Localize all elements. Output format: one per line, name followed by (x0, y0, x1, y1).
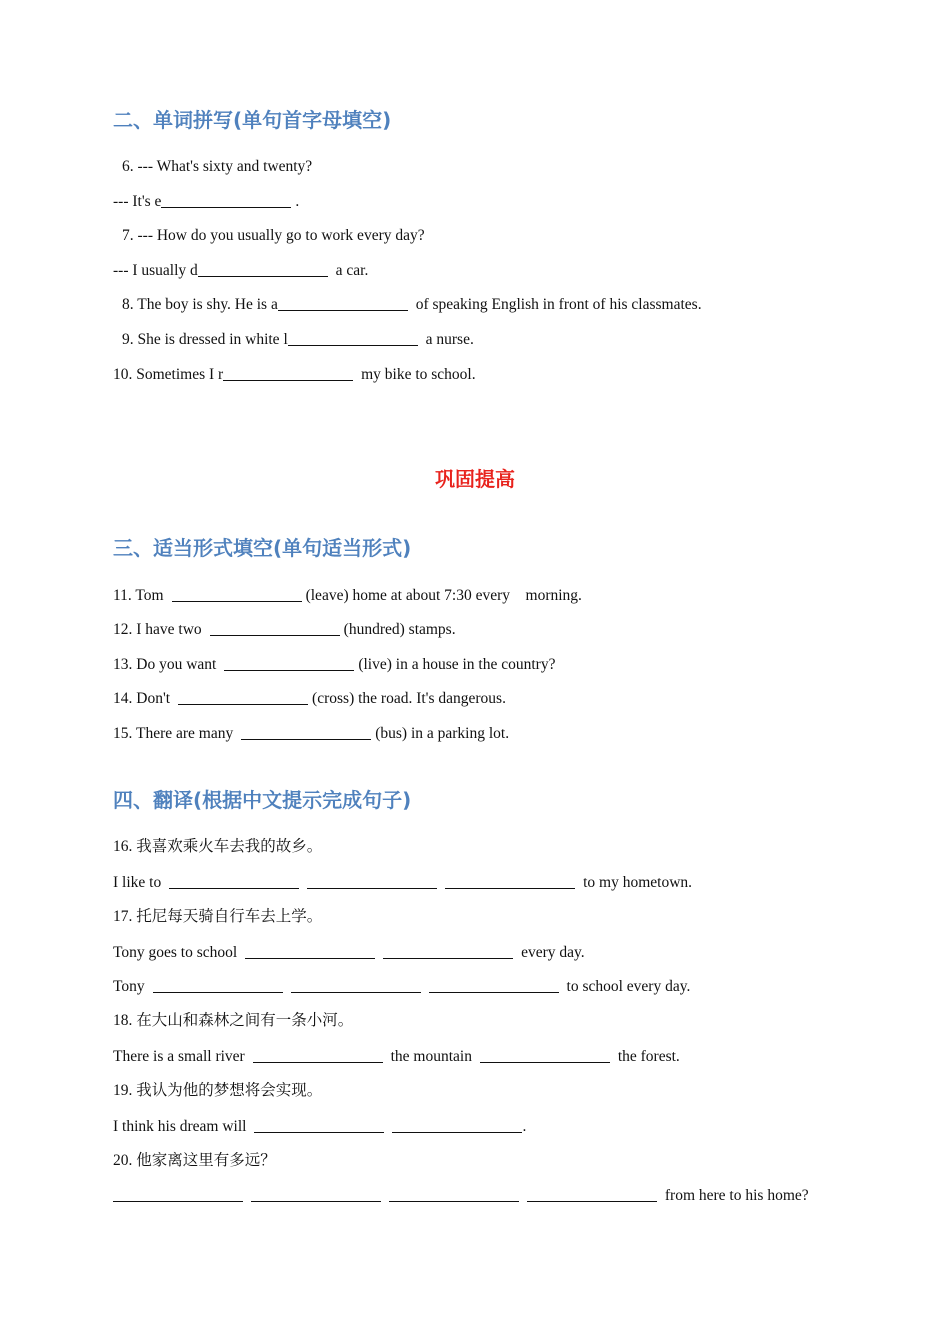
question-text: 12. I have two (113, 621, 202, 638)
question-text: (cross) the road. It's dangerous. (312, 690, 506, 707)
answer-blank[interactable] (278, 309, 408, 311)
question-17-chinese: 17. 托尼每天骑自行车去上学。 (113, 908, 323, 925)
answer-blank[interactable] (288, 344, 418, 346)
question-text: . (295, 193, 300, 210)
question-text: 14. Don't (113, 690, 171, 707)
answer-blank[interactable] (251, 1200, 381, 1202)
question-text: I like to (113, 874, 162, 891)
answer-blank[interactable] (253, 1061, 383, 1063)
question-7-prompt: 7. --- How do you usually go to work every day? (122, 227, 425, 244)
question-text: 10. Sometimes I r (113, 366, 224, 383)
question-text: a nurse. (425, 331, 474, 348)
question-text: to my hometown. (583, 874, 693, 891)
answer-blank[interactable] (389, 1200, 519, 1202)
question-text: the mountain (390, 1048, 472, 1065)
answer-blank[interactable] (383, 957, 513, 959)
question-11 (113, 586, 582, 606)
question-8 (122, 295, 702, 315)
answer-blank[interactable] (307, 887, 437, 889)
answer-blank[interactable] (429, 991, 559, 993)
question-19-chinese: 19. 我认为他的梦想将会实现。 (113, 1082, 323, 1099)
question-17-answer-line-a (113, 943, 585, 963)
answer-blank[interactable] (445, 887, 575, 889)
question-text: (leave) home at about 7:30 every morning. (305, 587, 582, 604)
question-16-answer-line (113, 873, 692, 893)
question-6-prompt: 6. --- What's sixty and twenty? (122, 158, 313, 175)
answer-blank[interactable] (169, 887, 299, 889)
question-text: (live) in a house in the country? (358, 656, 556, 673)
question-18-chinese: 18. 在大山和森林之间有一条小河。 (113, 1012, 354, 1029)
answer-blank[interactable] (480, 1061, 610, 1063)
answer-blank[interactable] (245, 957, 375, 959)
answer-blank[interactable] (223, 379, 353, 381)
question-text: Tony (113, 978, 145, 995)
answer-blank[interactable] (172, 600, 302, 602)
section-heading-spelling: 二、单词拼写(单句首字母填空) (113, 108, 392, 132)
question-13 (113, 655, 555, 675)
answer-blank[interactable] (291, 991, 421, 993)
question-text: from here to his home? (664, 1187, 809, 1204)
question-text: Tony goes to school (113, 944, 238, 961)
question-text: 8. The boy is shy. He is a (122, 296, 278, 313)
question-text: a car. (335, 262, 369, 279)
answer-blank[interactable] (392, 1131, 522, 1133)
question-text: I think his dream will (113, 1118, 247, 1135)
question-19-answer-line (113, 1117, 526, 1137)
question-text: 13. Do you want (113, 656, 217, 673)
question-18-answer-line (113, 1047, 680, 1067)
section-title-consolidate: 巩固提高 (435, 467, 515, 491)
answer-blank[interactable] (178, 703, 308, 705)
question-17-answer-line-b (113, 977, 690, 997)
question-text: (bus) in a parking lot. (375, 725, 510, 742)
answer-blank[interactable] (254, 1131, 384, 1133)
question-7-answer-line (113, 261, 368, 281)
question-text: --- It's e (113, 193, 162, 210)
answer-blank[interactable] (527, 1200, 657, 1202)
answer-blank[interactable] (113, 1200, 243, 1202)
question-text: 9. She is dressed in white l (122, 331, 288, 348)
question-text: my bike to school. (361, 366, 476, 383)
question-10 (113, 365, 476, 385)
answer-blank[interactable] (161, 206, 291, 208)
question-text: There is a small river (113, 1048, 245, 1065)
question-20-chinese: 20. 他家离这里有多远？ (113, 1152, 276, 1169)
answer-blank[interactable] (198, 275, 328, 277)
answer-blank[interactable] (224, 669, 354, 671)
question-14 (113, 689, 506, 709)
question-text: to school every day. (566, 978, 691, 995)
answer-blank[interactable] (210, 634, 340, 636)
question-text: (hundred) stamps. (343, 621, 456, 638)
question-text: every day. (521, 944, 585, 961)
question-9 (122, 330, 474, 350)
answer-blank[interactable] (241, 738, 371, 740)
question-6-answer-line (113, 192, 299, 212)
question-text: of speaking English in front of his classmates. (415, 296, 702, 313)
question-text: the forest. (617, 1048, 680, 1065)
question-16-chinese: 16. 我喜欢乘火车去我的故乡。 (113, 838, 323, 855)
question-text: 11. Tom (113, 587, 164, 604)
question-text: . (522, 1118, 527, 1135)
question-text: 15. There are many (113, 725, 234, 742)
answer-blank[interactable] (153, 991, 283, 993)
section-heading-translation: 四、翻译(根据中文提示完成句子) (113, 788, 412, 812)
question-12 (113, 620, 456, 640)
question-20-answer-line (113, 1186, 809, 1206)
question-15 (113, 724, 509, 744)
section-heading-word-forms: 三、适当形式填空(单句适当形式) (113, 536, 412, 560)
question-text: --- I usually d (113, 262, 198, 279)
